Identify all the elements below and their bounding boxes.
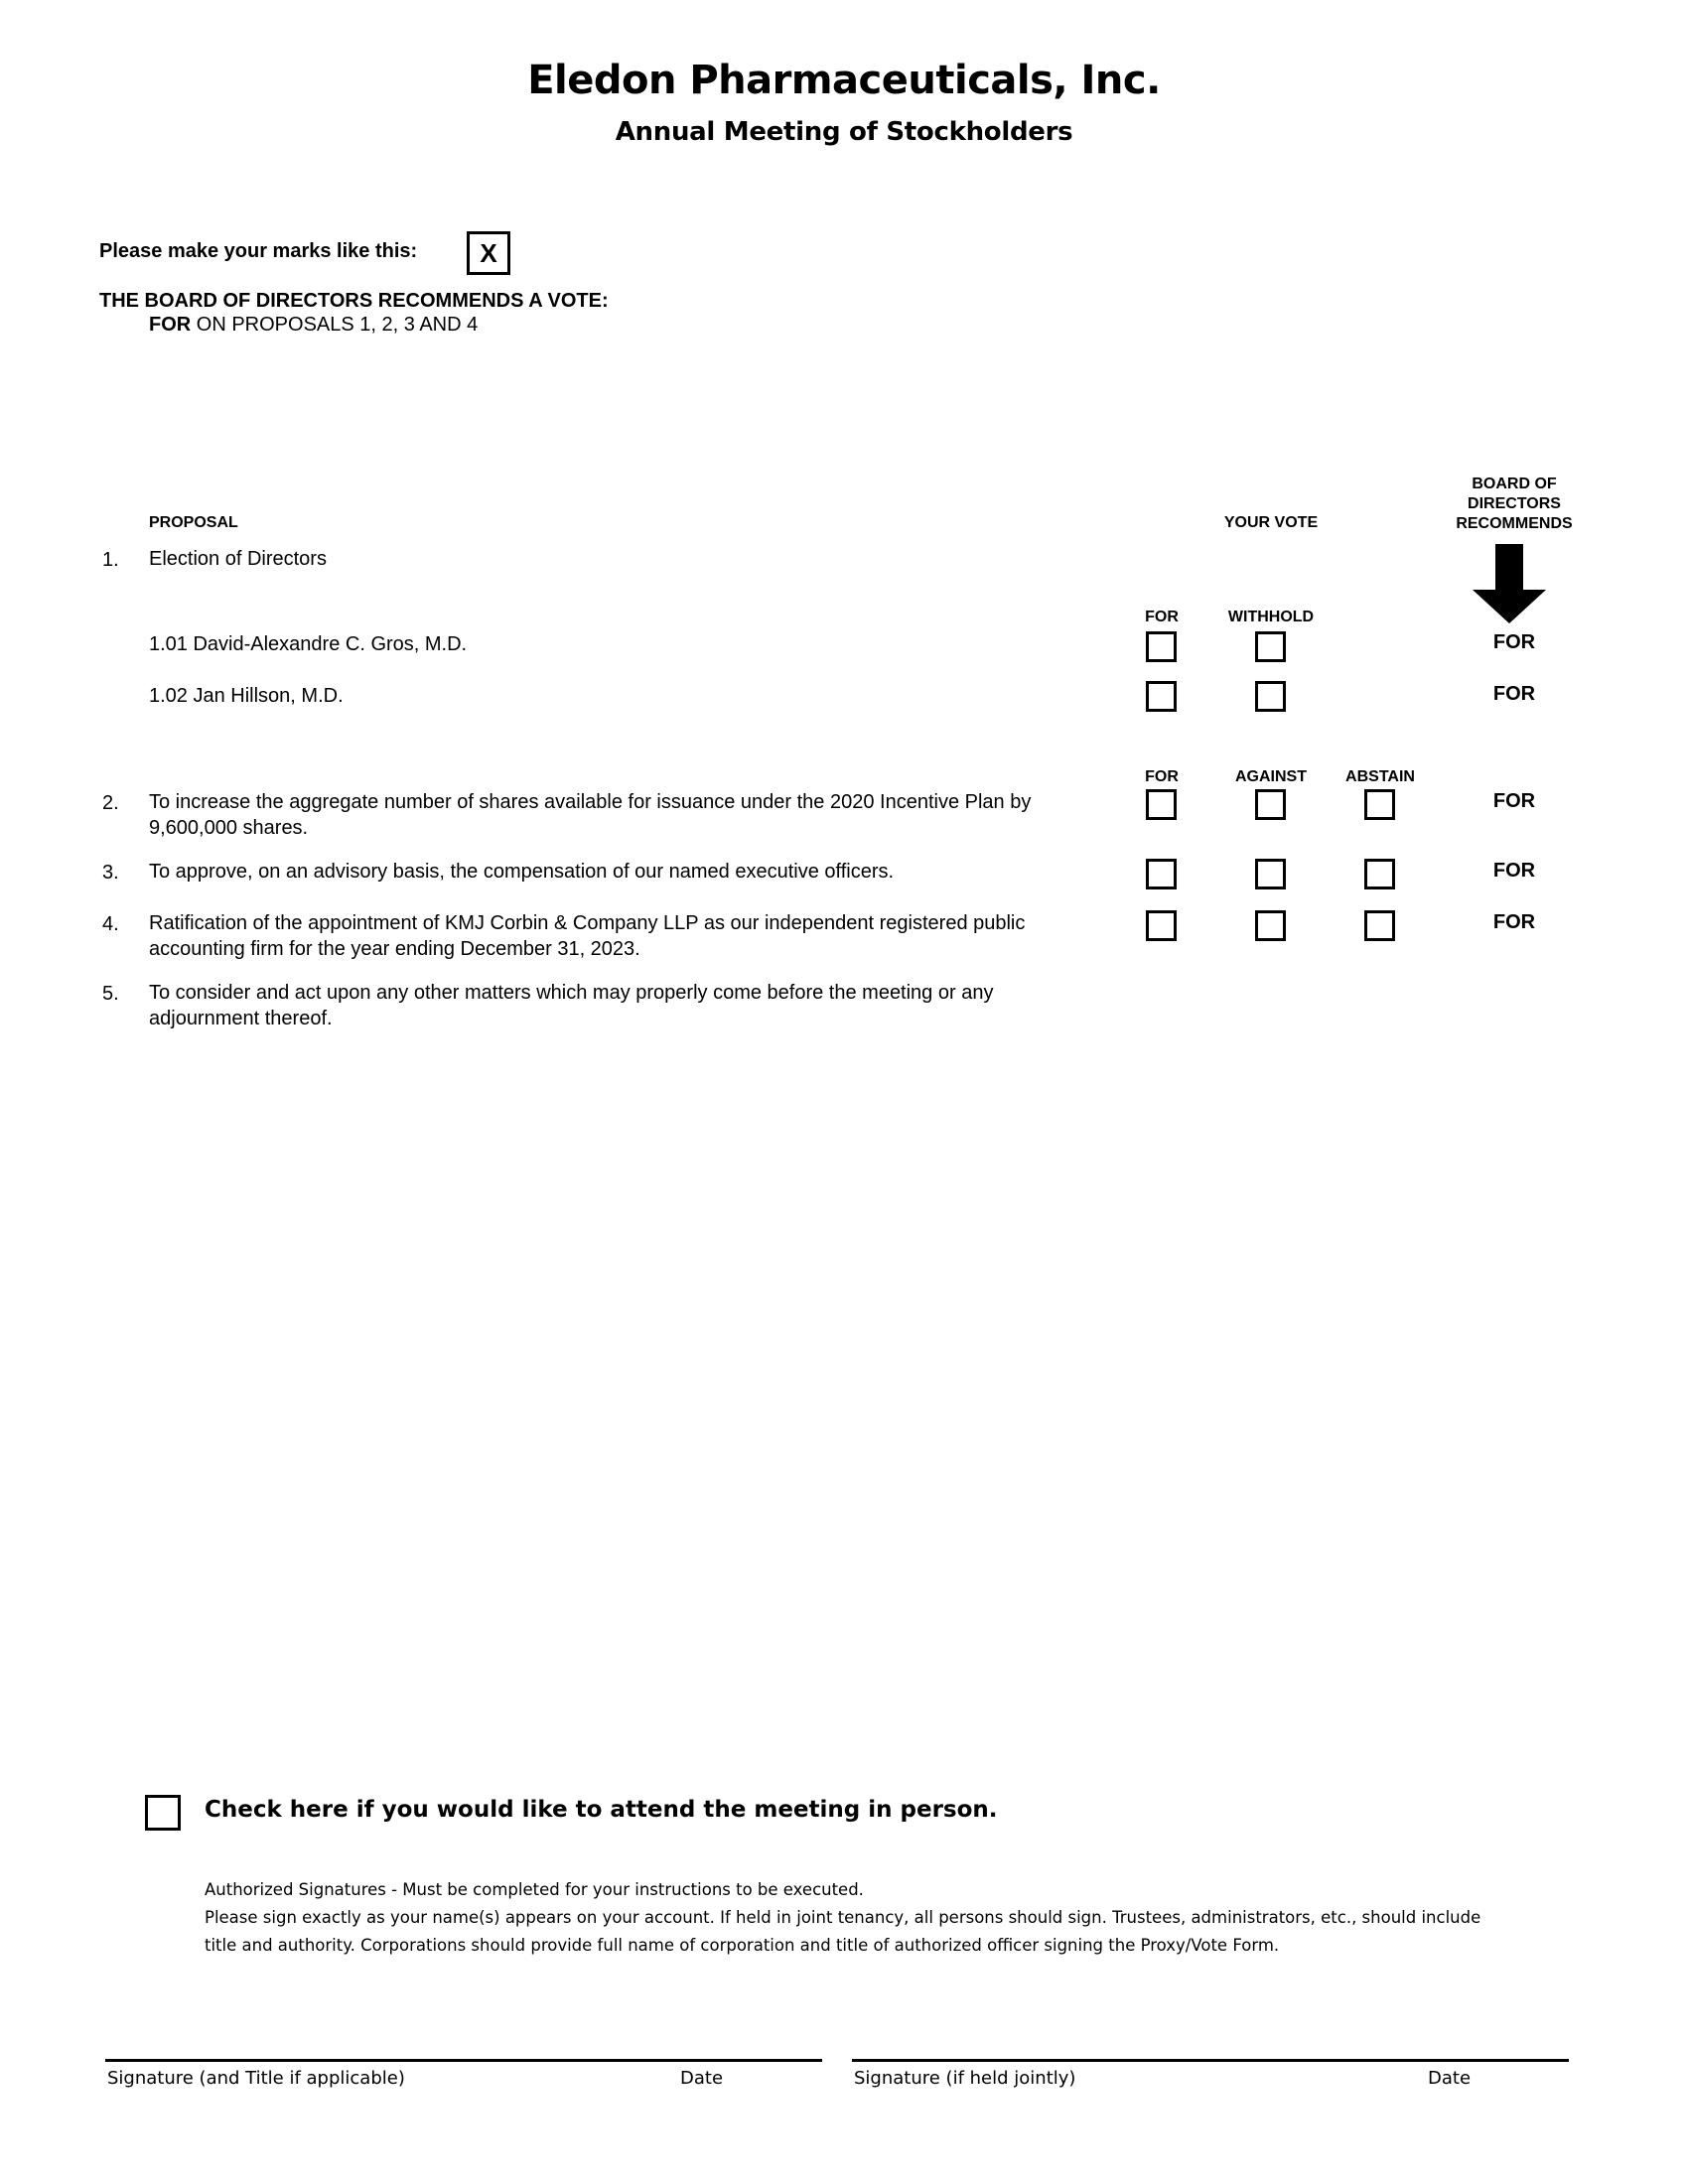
proposal-text: Election of Directors	[149, 548, 327, 570]
authorization-line: Authorized Signatures - Must be completed for your instructions to be executed.	[205, 1880, 864, 1899]
vote-checkbox-abstain[interactable]	[1364, 910, 1395, 941]
proposal-number: 4.	[102, 913, 119, 935]
signature-label: Signature (and Title if applicable)	[107, 2068, 405, 2089]
attend-in-person-checkbox[interactable]	[145, 1795, 181, 1831]
proposal-number: 5.	[102, 983, 119, 1005]
board-recommendation: FOR	[1492, 683, 1536, 705]
column-header-for: FOR	[1145, 768, 1179, 785]
recommend-proposals-text: ON PROPOSALS 1, 2, 3 AND 4	[191, 314, 479, 336]
board-recommendation: FOR	[1492, 860, 1536, 882]
proposal-number: 2.	[102, 792, 119, 814]
nominee-name: 1.01 David-Alexandre C. Gros, M.D.	[149, 633, 468, 655]
nominee-name: 1.02 Jan Hillson, M.D.	[149, 685, 344, 707]
board-header-line: RECOMMENDS	[1456, 515, 1573, 532]
vote-checkbox-against[interactable]	[1255, 859, 1286, 889]
attend-in-person-label: Check here if you would like to attend the meeting in person.	[205, 1797, 998, 1823]
joint-date-label: Date	[1428, 2068, 1472, 2089]
board-header-line: DIRECTORS	[1468, 495, 1561, 512]
joint-signature-line[interactable]	[852, 2059, 1569, 2062]
vote-checkbox-for[interactable]	[1146, 910, 1177, 941]
proposal-text: Ratification of the appointment of KMJ Corbin & Company LLP as our independent registered public accounting firm for the year ending December 31, 2023.	[149, 912, 1026, 960]
proposal-text: To approve, on an advisory basis, the compensation of our named executive officers.	[149, 861, 895, 883]
vote-checkbox-for[interactable]	[1146, 681, 1177, 712]
vote-checkbox-abstain[interactable]	[1364, 859, 1395, 889]
proposal-column-header: PROPOSAL	[149, 514, 238, 531]
authorization-instructions: Please sign exactly as your name(s) appears on your account. If held in joint tenancy, all persons should sign. Trustees, administrators, etc., should include title and authority. Corporations should provide full name of corporation and title of authorized officer signing the Proxy/Vote Form.	[205, 1908, 1481, 1955]
board-recommendation-detail	[149, 314, 478, 337]
vote-checkbox-against[interactable]	[1255, 910, 1286, 941]
board-recommendation: FOR	[1492, 790, 1536, 812]
marks-instruction: Please make your marks like this:	[99, 240, 418, 262]
vote-checkbox-withhold[interactable]	[1255, 681, 1286, 712]
proposal-number: 3.	[102, 862, 119, 884]
vote-checkbox-for[interactable]	[1146, 789, 1177, 820]
board-recommendation: FOR	[1492, 631, 1536, 653]
proposal-number: 1.	[102, 549, 119, 571]
board-header-line: BOARD OF	[1472, 476, 1557, 492]
authorization-notice	[205, 1876, 1495, 1960]
column-header-abstain: ABSTAIN	[1345, 768, 1415, 785]
signature-line[interactable]	[105, 2059, 822, 2062]
vote-checkbox-against[interactable]	[1255, 789, 1286, 820]
down-arrow-icon	[1473, 544, 1546, 623]
board-recommends-column-header	[1430, 475, 1599, 534]
vote-checkbox-for[interactable]	[1146, 859, 1177, 889]
vote-checkbox-withhold[interactable]	[1255, 631, 1286, 662]
proposal-text: To consider and act upon any other matters which may properly come before the meeting or any adjournment thereof.	[149, 982, 994, 1029]
proposal-text: To increase the aggregate number of shares available for issuance under the 2020 Incentive Plan by 9,600,000 shares.	[149, 791, 1032, 839]
your-vote-column-header: YOUR VOTE	[1223, 514, 1319, 531]
board-recommendation-heading: THE BOARD OF DIRECTORS RECOMMENDS A VOTE:	[99, 290, 609, 312]
column-header-withhold: WITHHOLD	[1227, 609, 1315, 625]
board-recommendation: FOR	[1492, 911, 1536, 933]
page-title: Eledon Pharmaceuticals, Inc.	[527, 58, 1161, 103]
mark-example-box: X	[467, 231, 510, 275]
column-header-for: FOR	[1145, 609, 1179, 625]
joint-signature-label: Signature (if held jointly)	[854, 2068, 1076, 2089]
recommend-for-keyword: FOR	[149, 314, 192, 336]
column-header-against: AGAINST	[1235, 768, 1307, 785]
vote-checkbox-for[interactable]	[1146, 631, 1177, 662]
page-subtitle: Annual Meeting of Stockholders	[615, 117, 1073, 147]
vote-checkbox-abstain[interactable]	[1364, 789, 1395, 820]
date-label: Date	[680, 2068, 724, 2089]
